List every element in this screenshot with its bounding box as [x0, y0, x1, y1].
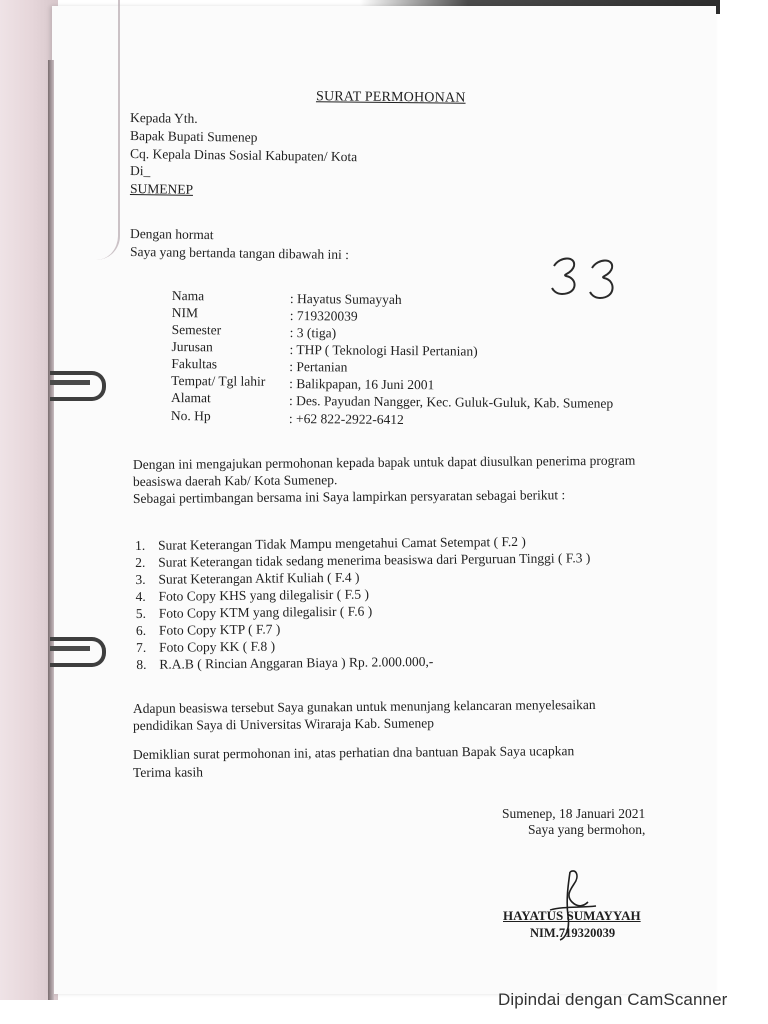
- binder-clip-icon: [50, 637, 106, 667]
- field-value: : Pertanian: [289, 359, 348, 375]
- handwritten-number: [548, 252, 628, 304]
- list-item: R.A.B ( Rincian Anggaran Biaya ) Rp. 2.000.000,-: [159, 653, 434, 672]
- closing-paragraph: Terima kasih: [132, 764, 203, 780]
- field-value: : 3 (tiga): [289, 325, 337, 341]
- list-item-number: 3.: [135, 571, 146, 587]
- list-item: Foto Copy KTM yang dilegalisir ( F.6 ): [158, 603, 373, 621]
- signer-name: HAYATUS SUMAYYAH: [503, 908, 641, 923]
- intro-text: Saya yang bertanda tangan dibawah ini :: [129, 244, 350, 263]
- list-item-number: 5.: [135, 605, 146, 621]
- field-label: Fakultas: [171, 355, 218, 372]
- list-item-number: 1.: [134, 537, 146, 553]
- list-item: Surat Keterangan Aktif Kuliah ( F.4 ): [158, 569, 360, 587]
- list-item-number: 4.: [135, 588, 146, 604]
- recipient-line: Di_: [129, 163, 151, 179]
- field-value: : Hayatus Sumayyah: [289, 291, 402, 308]
- request-paragraph: Sebagai pertimbangan bersama ini Saya lampirkan persyaratan sebagai berikut :: [132, 487, 566, 506]
- list-item: Foto Copy KK ( F.8 ): [159, 638, 276, 655]
- list-item-number: 8.: [136, 656, 147, 672]
- purpose-paragraph: Adapun beasiswa tersebut Saya gunakan untuk menunjang kelancaran menyelesaikan: [132, 696, 596, 716]
- binder-clip-bar: [50, 380, 90, 385]
- field-label: Tempat/ Tgl lahir: [171, 372, 266, 389]
- binder-clip-icon: [50, 371, 106, 401]
- recipient-city: SUMENEP: [129, 181, 194, 197]
- list-item-number: 6.: [135, 622, 147, 638]
- camscanner-watermark: Dipindai dengan CamScanner: [498, 990, 728, 1009]
- field-value: : THP ( Teknologi Hasil Pertanian): [289, 342, 478, 359]
- field-label: Alamat: [170, 389, 211, 406]
- binder-clip-bar: [50, 646, 90, 651]
- purpose-paragraph: pendidikan Saya di Universitas Wiraraja Kab. Sumenep: [132, 715, 435, 733]
- list-item: Foto Copy KHS yang dilegalisir ( F.5 ): [158, 586, 370, 604]
- sender-label: Saya yang bermohon,: [528, 822, 646, 837]
- recipient-line: Kepada Yth.: [129, 110, 198, 126]
- list-item: Surat Keterangan Tidak Mampu mengetahui Camat Setempat ( F.2 ): [157, 533, 526, 553]
- field-label: Nama: [171, 288, 205, 304]
- list-item: Surat Keterangan tidak sedang menerima beasiswa dari Perguruan Tinggi ( F.3 ): [158, 550, 591, 570]
- closing-paragraph: Demiklian surat permohonan ini, atas perhatian dna bantuan Bapak Saya ucapkan: [132, 743, 575, 762]
- list-item-number: 7.: [136, 639, 147, 655]
- field-label: No. Hp: [170, 407, 211, 424]
- field-label: NIM: [171, 304, 199, 321]
- field-value: : 719320039: [289, 308, 358, 324]
- list-item-number: 2.: [135, 554, 146, 570]
- request-paragraph: Dengan ini mengajukan permohonan kepada bapak untuk dapat diusulkan penerima program: [132, 452, 636, 472]
- place-date: Sumenep, 18 Januari 2021: [502, 806, 646, 821]
- recipient-line: Bapak Bupati Sumenep: [129, 128, 258, 145]
- greeting: Dengan hormat: [129, 226, 214, 243]
- field-value: : Balikpapan, 16 Juni 2001: [289, 376, 435, 393]
- field-label: Jurusan: [171, 338, 213, 355]
- field-value: : +62 822-2922-6412: [288, 411, 404, 428]
- request-paragraph: beasiswa daerah Kab/ Kota Sumenep.: [132, 472, 338, 489]
- letter-title: SURAT PERMOHONAN: [315, 89, 466, 106]
- signer-nim: NIM.719320039: [530, 926, 616, 940]
- field-label: Semester: [171, 321, 222, 338]
- list-item: Foto Copy KTP ( F.7 ): [158, 621, 281, 638]
- recipient-line: Cq. Kepala Dinas Sosial Kabupaten/ Kota: [129, 146, 358, 165]
- page-curl: [96, 0, 120, 260]
- field-value: : Des. Payudan Nangger, Kec. Guluk-Guluk, Kab. Sumenep: [288, 393, 614, 411]
- page-spine-edge: [48, 60, 54, 1000]
